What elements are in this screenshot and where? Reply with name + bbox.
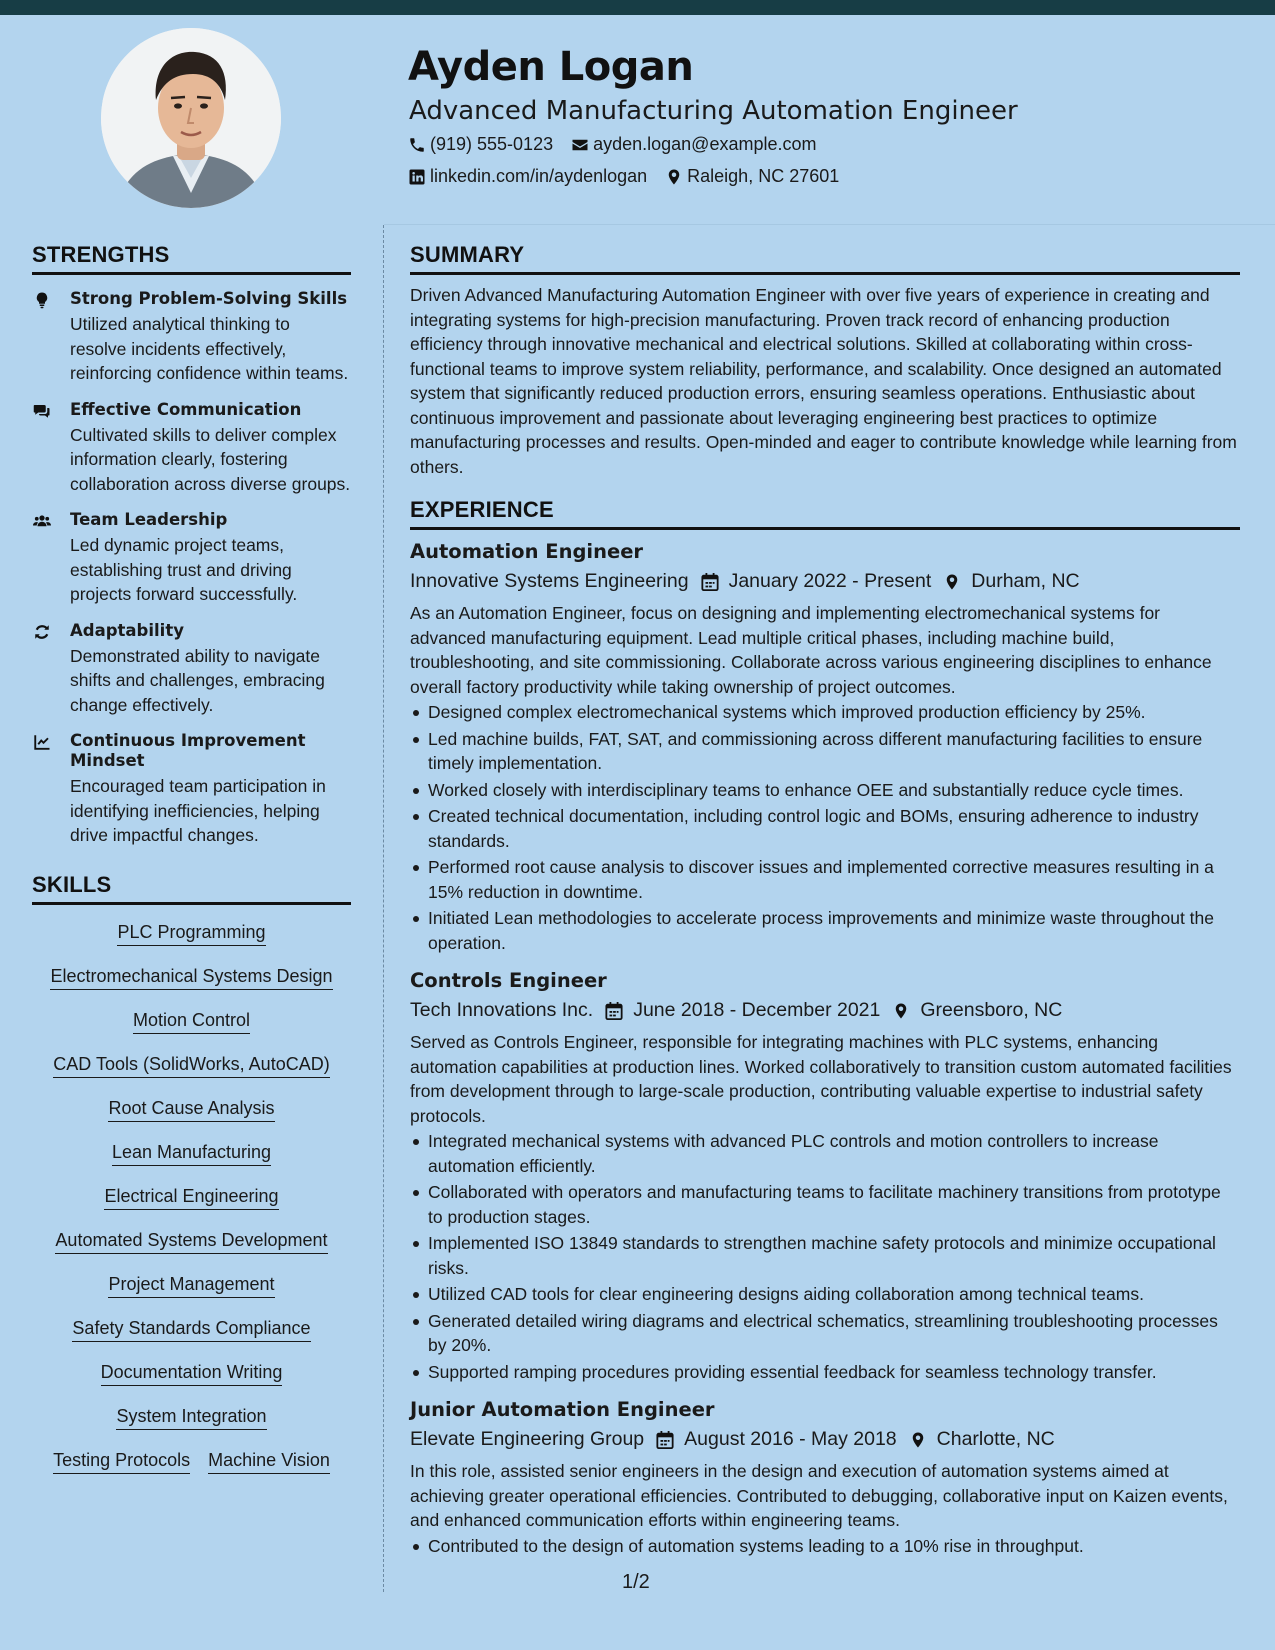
job-meta [410, 570, 1240, 593]
map-marker-icon [943, 572, 961, 592]
bullet-item: Collaborated with operators and manufacturing teams to facilitate machinery transitions from prototype to production stages. [410, 1180, 1240, 1229]
skill-tag: Project Management [108, 1273, 274, 1298]
job-role: Automation Engineer [410, 540, 644, 563]
header-divider [384, 224, 1275, 225]
map-marker-icon [892, 1001, 910, 1021]
job-description: In this role, assisted senior engineers in the design and execution of automation systems aimed at achieving greater operational efficiencies. Contributed to debugging, collaborative input on Kaizen events, and enhanced communication efforts within engineering teams. [410, 1461, 1228, 1530]
strength-item [32, 731, 351, 848]
strength-desc: Utilized analytical thinking to resolve incidents effectively, reinforcing confidence within teams. [70, 314, 349, 383]
skill-tag: Root Cause Analysis [108, 1097, 274, 1122]
left-column [32, 242, 351, 1493]
sync-icon [32, 623, 52, 641]
strength-desc: Encouraged team participation in identifying inefficiencies, helping drive impactful changes. [70, 776, 326, 845]
job-bullets [410, 1534, 1240, 1559]
job-description: Served as Controls Engineer, responsible for integrating machines with PLC systems, enhancing automation capabilities at production lines. Worked collaboratively to transition custom automated facilities from development through to large-scale production, contributing valuable expertise to industrial safety protocols. [410, 1032, 1232, 1126]
job-entry [410, 967, 1240, 1384]
right-column [410, 242, 1240, 1560]
skill-tag: Safety Standards Compliance [72, 1317, 310, 1342]
candidate-name: Ayden Logan [408, 44, 694, 90]
linkedin-text: linkedin.com/in/aydenlogan [430, 166, 648, 186]
bullet-item: Created technical documentation, including control logic and BOMs, ensuring adherence to industry standards. [410, 804, 1240, 853]
summary-heading: SUMMARY [410, 242, 1240, 275]
job-company: Elevate Engineering Group [410, 1428, 645, 1450]
linkedin-icon [408, 168, 426, 186]
job-company: Innovative Systems Engineering [410, 570, 689, 592]
job-meta [410, 1428, 1240, 1451]
map-marker-icon [909, 1430, 927, 1450]
candidate-title: Advanced Manufacturing Automation Engineer [409, 96, 1018, 126]
strength-title: Adaptability [70, 620, 184, 640]
contact-location [665, 166, 839, 187]
strength-item [32, 289, 351, 386]
bullet-item: Contributed to the design of automation systems leading to a 10% rise in throughput. [410, 1534, 1240, 1559]
skill-tag: Testing Protocols [53, 1449, 190, 1474]
users-icon [32, 512, 52, 530]
skill-tag: Lean Manufacturing [112, 1141, 271, 1166]
job-bullets [410, 700, 1240, 955]
skills-heading: SKILLS [32, 872, 351, 905]
email-text: ayden.logan@example.com [593, 134, 817, 154]
strength-item [32, 400, 351, 497]
bullet-item: Generated detailed wiring diagrams and electrical schematics, streamlining troubleshooting processes by 20%. [410, 1309, 1240, 1358]
strength-item [32, 621, 351, 718]
bullet-item: Initiated Lean methodologies to accelerate process improvements and minimize waste throughout the operation. [410, 906, 1240, 955]
skill-tag: PLC Programming [117, 921, 265, 946]
job-location: Durham, NC [971, 570, 1080, 592]
skill-tag: Motion Control [133, 1009, 250, 1034]
strength-desc: Led dynamic project teams, establishing trust and driving projects forward successfully. [70, 535, 298, 604]
strengths-heading: STRENGTHS [32, 242, 351, 275]
job-role: Controls Engineer [410, 969, 607, 992]
contact-row-1 [408, 134, 817, 155]
column-divider [383, 225, 384, 1592]
contact-linkedin[interactable] [408, 166, 647, 187]
strength-title: Team Leadership [70, 510, 228, 529]
bullet-item: Worked closely with interdisciplinary teams to enhance OEE and substantially reduce cycle times. [410, 778, 1240, 803]
skill-tag: Documentation Writing [101, 1361, 283, 1386]
contact-phone[interactable] [408, 134, 553, 155]
contact-row-2 [408, 166, 839, 187]
job-dates: January 2022 - Present [728, 570, 932, 592]
bullet-item: Performed root cause analysis to discover issues and implemented corrective measures resulting in a 15% reduction in downtime. [410, 855, 1240, 904]
job-dates: June 2018 - December 2021 [633, 999, 881, 1021]
summary-text: Driven Advanced Manufacturing Automation Engineer with over five years of experience in creating and integrating systems for high-precision manufacturing. Proven track record of enhancing production efficiency through innovative mechanical and electrical solutions. Skilled at collaborating within cross-functional teams to improve system reliability, performance, and scalability. Once designed an automated system that significantly reduced production errors, ensuring seamless operations. Enthusiastic about continuous improvement and passionate about leveraging engineering best practices to optimize manufacturing processes and results. Open-minded and eager to contribute knowledge while learning from others. [410, 285, 1237, 477]
bullet-item: Designed complex electromechanical systems which improved production efficiency by 25%. [410, 700, 1240, 725]
phone-icon [408, 136, 426, 154]
job-description: As an Automation Engineer, focus on designing and implementing electromechanical systems for advanced manufacturing equipment. Lead multiple critical phases, including machine build, troubleshooting, and site commissioning. Collaborate across various engineering disciplines to enhance overall factory productivity while taking ownership of project outcomes. [410, 603, 1212, 697]
phone-text: (919) 555-0123 [430, 134, 554, 154]
strength-title: Strong Problem-Solving Skills [70, 289, 348, 308]
bullet-item: Integrated mechanical systems with advanced PLC controls and motion controllers to increase automation efficiently. [410, 1129, 1240, 1178]
job-entry [410, 1396, 1240, 1558]
strength-desc: Cultivated skills to deliver complex information clearly, fostering collaboration across diverse groups. [70, 424, 351, 494]
skill-tag: System Integration [116, 1405, 266, 1430]
calendar-icon [656, 1430, 674, 1450]
skill-tag: Machine Vision [208, 1449, 330, 1474]
job-role: Junior Automation Engineer [410, 1398, 715, 1421]
strength-title: Effective Communication [70, 399, 302, 419]
job-meta [410, 999, 1240, 1022]
strength-item [32, 510, 351, 607]
skill-tag: CAD Tools (SolidWorks, AutoCAD) [53, 1053, 329, 1078]
calendar-icon [605, 1001, 623, 1021]
contact-email[interactable] [571, 134, 816, 155]
top-accent-bar [0, 0, 1275, 15]
map-marker-icon [665, 168, 683, 186]
bullet-item: Implemented ISO 13849 standards to strengthen machine safety protocols and minimize occupational risks. [410, 1231, 1240, 1280]
bullet-item: Supported ramping procedures providing essential feedback for seamless technology transfer. [410, 1360, 1240, 1385]
job-company: Tech Innovations Inc. [410, 999, 594, 1021]
strength-desc: Demonstrated ability to navigate shifts and challenges, embracing change effectively. [70, 645, 325, 715]
bullet-item: Utilized CAD tools for clear engineering designs aiding collaboration among technical teams. [410, 1282, 1240, 1307]
strength-title: Continuous Improvement Mindset [70, 731, 306, 770]
chart-line-icon [32, 733, 52, 751]
calendar-icon [701, 572, 719, 592]
comments-icon [32, 402, 52, 420]
page-number: 1/2 [622, 1571, 650, 1593]
location-text: Raleigh, NC 27601 [687, 166, 840, 186]
skill-tag: Electrical Engineering [104, 1185, 278, 1210]
job-bullets [410, 1129, 1240, 1384]
skill-tag: Automated Systems Development [55, 1229, 327, 1254]
lightbulb-icon [32, 291, 52, 309]
bullet-item: Led machine builds, FAT, SAT, and commissioning across different manufacturing facilities to ensure timely implementation. [410, 727, 1240, 776]
experience-heading: EXPERIENCE [410, 497, 1240, 530]
job-location: Greensboro, NC [920, 999, 1063, 1021]
skills-list [32, 905, 351, 1493]
skill-tag: Electromechanical Systems Design [50, 965, 332, 990]
profile-photo [101, 28, 281, 208]
job-entry [410, 538, 1240, 955]
job-location: Charlotte, NC [936, 1428, 1055, 1450]
job-dates: August 2016 - May 2018 [684, 1428, 897, 1450]
envelope-icon [571, 136, 589, 154]
